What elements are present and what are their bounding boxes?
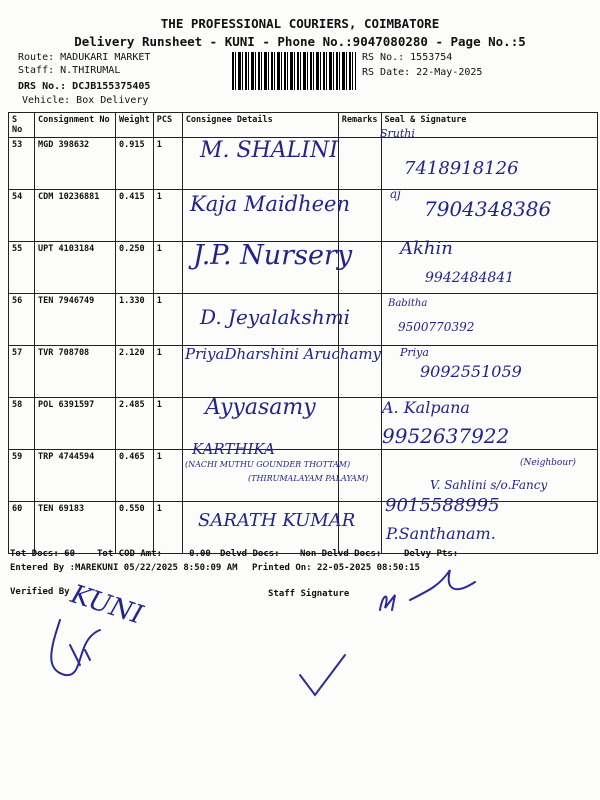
handwritten-consignee: D. Jeyalakshmi — [200, 305, 351, 329]
handwritten-address-line1: (NACHI MUTHU GOUNDER THOTTAM) — [185, 460, 351, 469]
staff-signature-stroke — [380, 595, 395, 610]
handwritten-consignee: SARATH KUMAR — [198, 510, 356, 531]
cell-pcs: 1 — [153, 294, 182, 346]
company-name: THE PROFESSIONAL COURIERS, COIMBATORE — [160, 16, 440, 31]
cell-remarks — [338, 398, 381, 450]
handwritten-signature: V. Sahlini s/o.Fancy — [430, 478, 548, 492]
delivery-points: Delvy Pts: — [404, 549, 459, 559]
cell-weight: 2.120 — [116, 346, 154, 398]
check-mark-icon — [300, 655, 345, 695]
cell-consignment: CDM 10236881 — [35, 190, 116, 242]
handwritten-phone: 7904348386 — [424, 197, 552, 221]
cell-sno: 57 — [9, 346, 35, 398]
cell-sno: 60 — [9, 502, 35, 554]
col-remarks: Remarks — [338, 113, 381, 138]
staff: Staff: N.THIRUMAL — [18, 65, 121, 76]
col-weight: Weight — [116, 113, 154, 138]
staff-signature-stroke — [410, 570, 475, 600]
handwritten-address-line2: (THIRUMALAYAM PALAYAM) — [248, 474, 369, 483]
cell-weight: 2.485 — [116, 398, 154, 450]
cell-sno: 54 — [9, 190, 35, 242]
cell-sno: 59 — [9, 450, 35, 502]
handwritten-phone: 9500770392 — [398, 320, 475, 334]
handwritten-signature: Priya — [400, 346, 429, 359]
cell-pcs: 1 — [153, 450, 182, 502]
rs-number: RS No.: 1553754 — [362, 52, 453, 63]
handwritten-consignee: KARTHIKA — [192, 440, 275, 458]
vehicle: Vehicle: Box Delivery — [22, 95, 149, 106]
col-sno: S No — [9, 113, 35, 138]
handwritten-phone: 9015588995 — [385, 495, 500, 516]
cell-weight: 0.550 — [116, 502, 154, 554]
non-delivered-docs: Non Delvd Docs: — [300, 549, 382, 559]
handwritten-consignee: Kaja Maidheen — [190, 192, 351, 216]
cell-sno: 56 — [9, 294, 35, 346]
cell-pcs: 1 — [153, 346, 182, 398]
handwritten-consignee: M. SHALINI — [200, 138, 338, 163]
delivered-docs: Delvd Docs: — [220, 549, 280, 559]
cell-weight: 0.415 — [116, 190, 154, 242]
cell-weight: 1.330 — [116, 294, 154, 346]
total-cod: Tot COD Amt: 0.00 — [97, 549, 211, 559]
handwritten-note: (Neighbour) — [520, 458, 576, 468]
handwritten-phone: 9952637922 — [382, 424, 510, 448]
handwritten-phone: 9092551059 — [420, 362, 522, 381]
handwritten-signature: Babitha — [388, 298, 428, 309]
signature-scribbles — [30, 560, 590, 730]
cell-sno: 55 — [9, 242, 35, 294]
handwritten-consignee: J.P. Nursery — [193, 240, 353, 271]
handwritten-consignee: PriyaDharshini Aruchamy — [185, 345, 382, 363]
cell-pcs: 1 — [153, 190, 182, 242]
col-consignment: Consignment No — [35, 113, 116, 138]
col-seal-signature: Seal & Signature — [381, 113, 597, 138]
cell-consignment: POL 6391597 — [35, 398, 116, 450]
cell-pcs: 1 — [153, 138, 182, 190]
total-docs: Tot Docs: 60 — [10, 549, 76, 559]
cell-consignment: TRP 4744594 — [35, 450, 116, 502]
handwritten-signature: P.Santhanam. — [386, 524, 496, 543]
cell-consignment: MGD 398632 — [35, 138, 116, 190]
handwritten-signature: A. Kalpana — [382, 398, 470, 417]
cell-weight: 0.250 — [116, 242, 154, 294]
cell-pcs: 1 — [153, 502, 182, 554]
printed-on: Printed On: 22-05-2025 08:50:15 — [252, 563, 420, 573]
staff-signature-label: Staff Signature — [268, 589, 350, 599]
table-header — [9, 113, 598, 138]
verified-by-label: Verified By — [10, 587, 70, 597]
route: Route: MADUKARI MARKET — [18, 52, 151, 63]
cell-pcs: 1 — [153, 398, 182, 450]
barcode — [232, 52, 356, 90]
handwritten-consignee: Ayyasamy — [205, 395, 316, 420]
handwritten-signature: Akhin — [400, 238, 453, 259]
runsheet-title: Delivery Runsheet - KUNI - Phone No.:9047080280 - Page No.:5 — [74, 34, 526, 49]
cell-consignment: UPT 4103184 — [35, 242, 116, 294]
col-consignee: Consignee Details — [182, 113, 338, 138]
cell-remarks — [338, 138, 381, 190]
cell-consignment: TEN 69183 — [35, 502, 116, 554]
cell-sno: 53 — [9, 138, 35, 190]
cell-pcs: 1 — [153, 242, 182, 294]
cell-sno: 58 — [9, 398, 35, 450]
cell-weight: 0.915 — [116, 138, 154, 190]
cell-consignment: TEN 7946749 — [35, 294, 116, 346]
cell-weight: 0.465 — [116, 450, 154, 502]
verified-stamp-text: KUNI — [67, 579, 147, 631]
entered-by: Entered By :MAREKUNI 05/22/2025 8:50:09 AM — [10, 563, 238, 573]
cell-consignment: TVR 708708 — [35, 346, 116, 398]
handwritten-signature: Sruthi — [380, 127, 415, 140]
verifier-signature-stroke — [51, 620, 100, 675]
drs-number: DRS No.: DCJB155375405 — [18, 81, 151, 92]
handwritten-phone: 7418918126 — [404, 158, 519, 179]
col-pcs: PCS — [153, 113, 182, 138]
handwritten-phone: 9942484841 — [425, 270, 515, 286]
rs-date: RS Date: 22-May-2025 — [362, 67, 483, 78]
handwritten-signature: aj — [390, 187, 401, 201]
